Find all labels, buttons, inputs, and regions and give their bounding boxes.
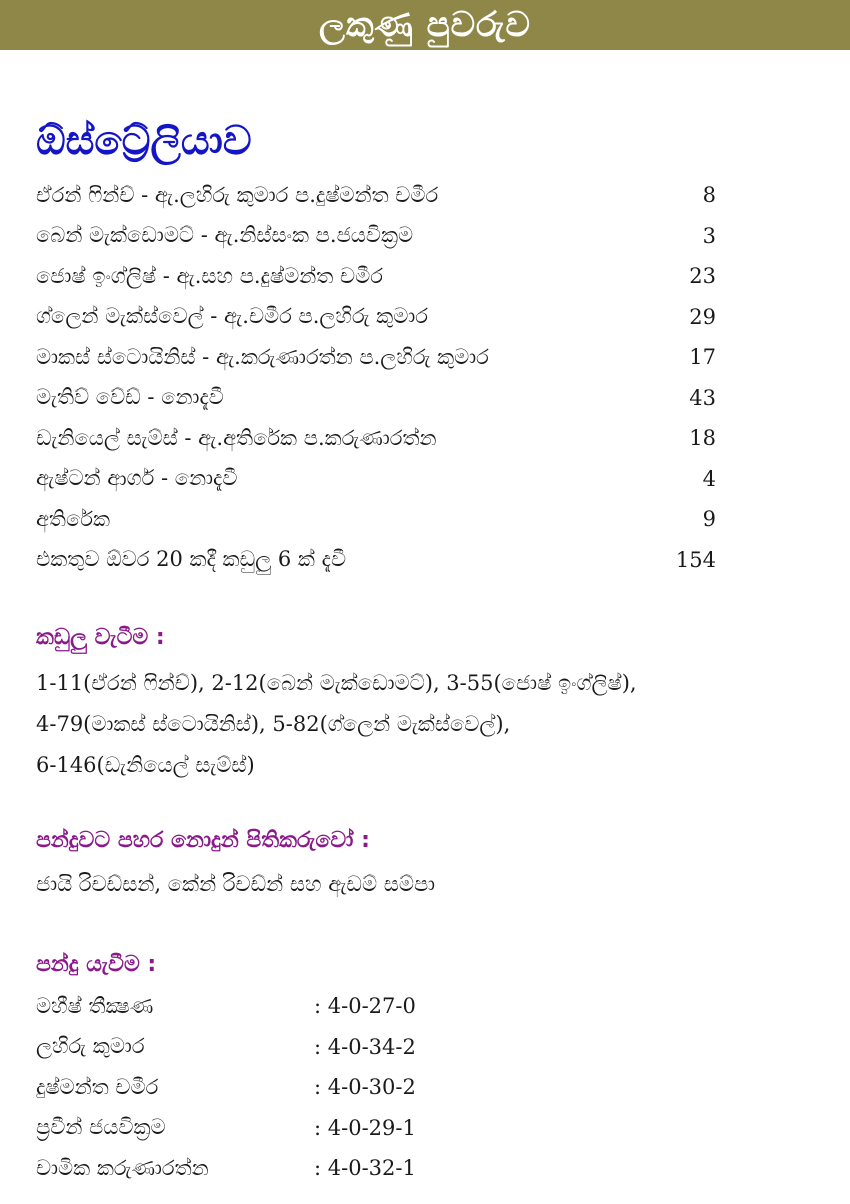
batsman-entry: ග්ලෙන් මැක්ස්වෙල් - ඇ.චමීර ප.ලහිරු කුමාර	[36, 304, 428, 329]
batting-row	[36, 297, 716, 338]
batsman-entry: මැතිව් වේඩ් - නොදැවී	[36, 385, 224, 410]
batsman-runs: 43	[689, 385, 716, 410]
batsman-entry: ජොෂ් ඉංග්ලිෂ් - ඇ.සහ ප.දුෂ්මන්ත චමීර	[36, 263, 383, 288]
batsman-runs: 18	[689, 426, 716, 451]
total-runs: 154	[675, 547, 716, 572]
bowling-row	[36, 1148, 556, 1189]
batsman-entry: ඩැනියෙල් සැම්ස් - ඇ.අතිරේක ප.කරුණාරත්න	[36, 425, 437, 450]
batsman-entry: ඇෂ්ටන් ආගර් - නොදැවී	[36, 466, 238, 491]
bowling-row	[36, 1027, 556, 1068]
bowler-name: මහීෂ් තීක්‍ෂණ	[36, 993, 154, 1018]
batsman-entry: ඒරන් ෆින්ච් - ඇ.ලහිරු කුමාර ප.දුෂ්මන්ත චමීර	[36, 182, 439, 207]
bowling-row	[36, 1108, 556, 1149]
extras-runs: 9	[702, 507, 716, 532]
batting-list	[36, 175, 716, 580]
bowler-figures: : 4-0-30-2	[314, 1075, 416, 1100]
fow-line: 6-146(ඩැනියෙල් සැම්ස්)	[36, 753, 255, 777]
bowler-name: ප්‍රවීන් ජයවික්‍රම	[36, 1115, 166, 1140]
bowling-heading: පන්දු යැවීම :	[36, 952, 157, 977]
batsman-runs: 23	[689, 264, 716, 289]
fow-line: 4-79(මාකස් ස්ටොයිනිස්), 5-82(ග්ලෙන් මැක්ස්වෙල්),	[36, 712, 511, 736]
bowler-figures: : 4-0-34-2	[314, 1034, 416, 1059]
bowling-row	[36, 1067, 556, 1108]
batting-row	[36, 378, 716, 419]
bowler-figures: : 4-0-29-1	[314, 1115, 416, 1140]
fall-of-wickets-heading: කඩුලු වැටීම :	[36, 625, 165, 650]
total-row	[36, 540, 716, 581]
fall-of-wickets-text	[36, 663, 826, 786]
team-title: ඕස්ට්‍රේලියාව	[36, 118, 252, 164]
batsman-entry: මාකස් ස්ටොයිනිස් - ඇ.කරුණාරත්න ප.ලහිරු කුමාර	[36, 344, 489, 369]
total-label: එකතුව ඕවර 20 කදී කඩුලු 6 ක් දැවී	[36, 547, 347, 572]
did-not-bat-heading: පන්දුවට පහර නොදුන් පිතිකරුවෝ :	[36, 828, 370, 853]
bowler-name: දුෂ්මන්ත චමීර	[36, 1074, 159, 1099]
bowling-list	[36, 986, 556, 1189]
fow-line: 1-11(ඒරන් ෆින්ච්), 2-12(බෙන් මැක්ඩොමට්), 3-55(ජොෂ් ඉංග්ලිෂ්),	[36, 671, 637, 695]
batting-row	[36, 459, 716, 500]
batting-row	[36, 418, 716, 459]
bowler-name: චාමික කරුණාරත්න	[36, 1155, 209, 1180]
batsman-runs: 17	[689, 345, 716, 370]
extras-label: අතිරේක	[36, 506, 111, 531]
batting-row	[36, 337, 716, 378]
header-title: ලකුණු පුවරුව	[319, 5, 531, 45]
header-banner	[0, 0, 850, 50]
batsman-entry: බෙන් මැක්ඩොමට් - ඇ.නිස්සංක ප.ජයවික්‍රම	[36, 223, 414, 248]
batsman-runs: 29	[689, 304, 716, 329]
batsman-runs: 8	[702, 183, 716, 208]
extras-row	[36, 499, 716, 540]
bowling-row	[36, 986, 556, 1027]
bowler-figures: : 4-0-32-1	[314, 1156, 416, 1181]
batsman-runs: 4	[702, 466, 716, 491]
batting-row	[36, 216, 716, 257]
batting-row	[36, 175, 716, 216]
did-not-bat-text: ජායි රිචඩ්සන්, කේන් රිචඩ්න් සහ ඇඩම් සම්පා	[36, 872, 436, 896]
bowler-name: ලහිරු කුමාර	[36, 1034, 145, 1059]
batting-row	[36, 256, 716, 297]
bowler-figures: : 4-0-27-0	[314, 994, 416, 1019]
batsman-runs: 3	[702, 223, 716, 248]
